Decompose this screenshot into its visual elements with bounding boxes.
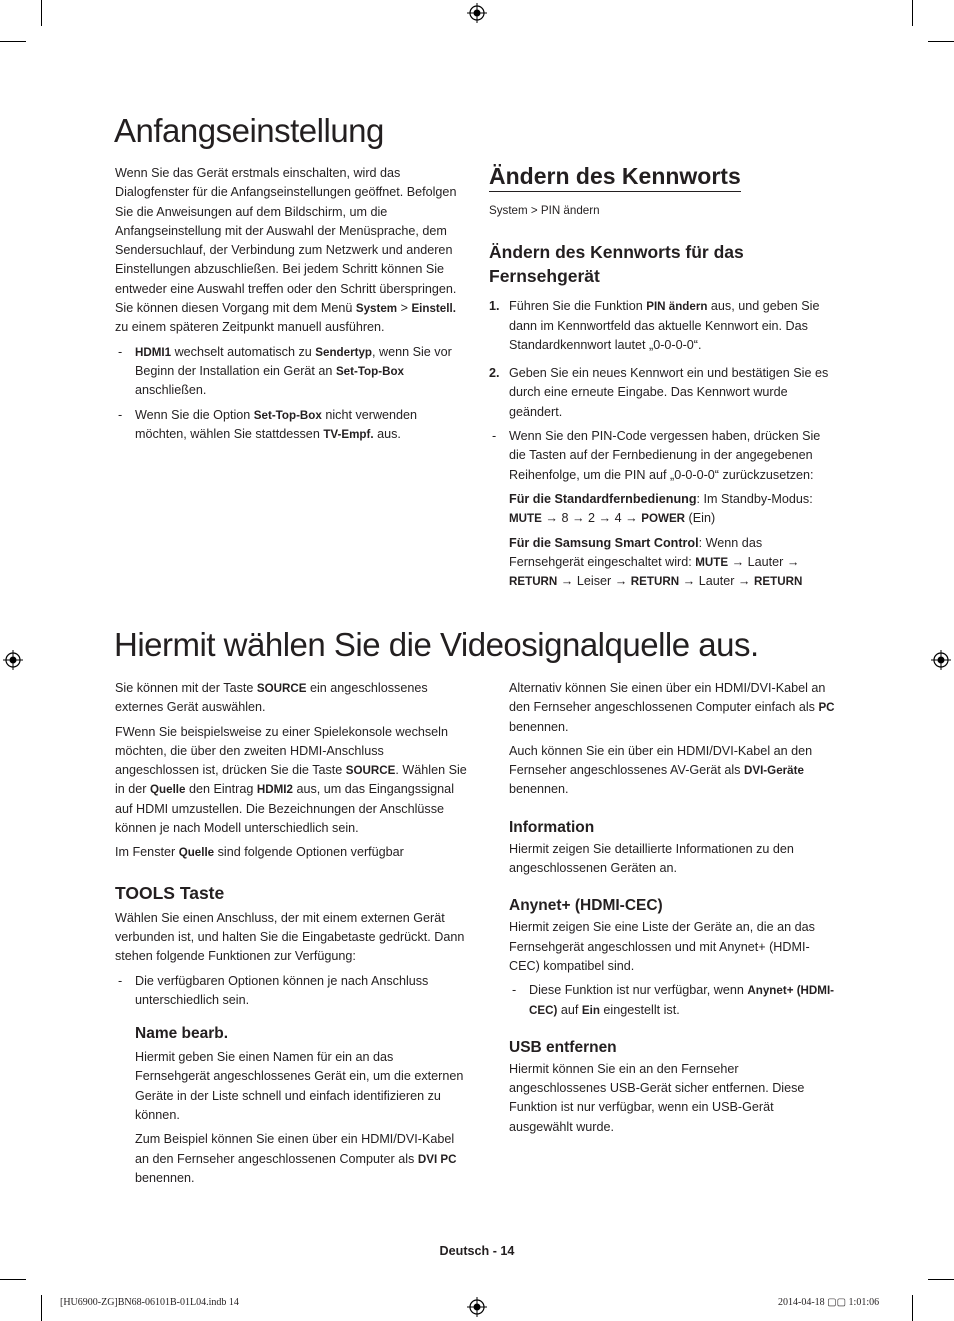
text: benennen.: [509, 719, 569, 734]
text: sind folgende Optionen verfügbar: [214, 845, 404, 860]
text: Wenn Sie das Gerät erstmals einschalten, wird das Dialogfenster für die Anfangseinstellungen geöffnet. Befolgen Sie die Anweisungen auf dem Bildschirm, um die Anfangseinstellung mit der Auswahl der Menüsprache, dem Sendersuchlauf, der Verbindung zum Netzwerk und anderen Einstellungen abzuschließen. Bei jedem Schritt können Sie entweder eine Auswahl treffen oder den Schritt überspringen. Sie können diesen Vorgang mit dem Menü: [115, 166, 457, 316]
menu-term: Quelle: [178, 846, 215, 860]
menu-term: Anynet+ (HDMI-CEC): [529, 984, 835, 1017]
subsection-title-tools: TOOLS Taste: [115, 882, 225, 903]
paragraph: [115, 679, 467, 718]
key-term: SOURCE: [345, 764, 396, 778]
paragraph: [509, 742, 839, 800]
note-item: [115, 406, 467, 445]
name-edit-block: [115, 1024, 467, 1188]
text: aus, und geben Sie dann im Kennwortfeld das aktuelle Kennwort ein. Das Standardkennwort lautet „0-0-0-0“.: [509, 299, 820, 352]
dash-icon: -: [118, 344, 123, 359]
menu-term: HDMI2: [256, 783, 293, 797]
section-title-change-password: Ändern des Kennworts: [489, 163, 741, 192]
note-item: [489, 427, 837, 485]
paragraph: [135, 1130, 467, 1188]
source-right-column: [509, 679, 839, 1137]
text: → 8 → 2 → 4 →: [541, 511, 642, 526]
text: Auch können Sie ein über ein HDMI/DVI-Kabel an den Fernseher angeschlossenes AV-Gerät als: [509, 743, 813, 778]
change-password-section: [489, 163, 837, 591]
menu-term: System: [355, 302, 398, 316]
step-item: [489, 297, 837, 355]
menu-term: PIN ändern: [540, 204, 600, 217]
menu-term: PC: [818, 701, 835, 715]
source-left-column: [115, 679, 467, 1188]
key-term: MUTE: [509, 512, 542, 526]
paragraph: Hiermit können Sie ein an den Fernseher angeschlossenes USB-Gerät sicher entfernen. Diese Funktion ist nur verfügbar, wenn ein USB-Gerät ausgewählt wurde.: [509, 1061, 805, 1134]
text: . Wählen Sie in der: [115, 763, 467, 797]
registration-mark-icon: [467, 3, 487, 23]
option-title: Information: [509, 818, 595, 836]
text: : Wenn das Fernsehgerät eingeschaltet wird:: [509, 535, 763, 569]
note-item: [115, 972, 467, 1011]
menu-term: Set-Top-Box: [335, 364, 404, 378]
page-number: Deutsch - 14: [439, 1244, 515, 1258]
text: → Lauter →: [679, 574, 755, 589]
key-term: SOURCE: [256, 682, 307, 695]
text: >: [527, 204, 541, 217]
option-title: Anynet+ (HDMI-CEC): [509, 897, 663, 915]
paragraph: Wählen Sie einen Anschluss, der mit einem externen Gerät verbunden ist, und halten Sie die Eingabetaste gedrückt. Dann stehen folgende Funktionen zur Verfügung:: [115, 910, 465, 964]
print-slug-left: [HU6900-ZG]BN68-06101B-01L04.indb 14: [60, 1297, 239, 1308]
crop-mark: [0, 1279, 26, 1280]
key-term: RETURN: [630, 575, 680, 589]
key-term: RETURN: [754, 575, 803, 589]
menu-term: Set-Top-Box: [253, 408, 322, 422]
text: Die verfügbaren Optionen können je nach Anschluss unterschiedlich sein.: [135, 973, 429, 1007]
text: Sie können mit der Taste: [115, 681, 257, 695]
text: → Leiser →: [557, 574, 631, 589]
text: den Eintrag: [185, 782, 257, 797]
paragraph: [509, 679, 839, 737]
crop-mark: [912, 0, 913, 26]
crop-mark: [928, 1279, 954, 1280]
text: wechselt automatisch zu: [171, 344, 316, 359]
paragraph: [115, 723, 467, 839]
note-item: [509, 981, 839, 1020]
registration-mark-icon: [931, 650, 951, 670]
key-term: POWER: [641, 512, 686, 526]
text: eingestellt ist.: [599, 1002, 680, 1017]
initial-setup-body: [115, 164, 467, 444]
dash-icon: -: [492, 429, 497, 444]
paragraph: [115, 843, 467, 862]
text: aus.: [373, 426, 401, 441]
crop-mark: [0, 41, 26, 42]
text: Alternativ können Sie einen über ein HDMI/DVI-Kabel an den Fernseher angeschlossenen Computer einfach als: [509, 681, 826, 715]
text: zu einem späteren Zeitpunkt manuell ausführen.: [115, 320, 385, 335]
text: : Im Standby-Modus:: [696, 491, 813, 506]
standard-remote-instruction: [489, 490, 837, 529]
menu-term: Einstell.: [411, 302, 456, 316]
dash-icon: -: [118, 407, 123, 422]
paragraph: Hiermit zeigen Sie eine Liste der Geräte an, die an das Fernsehgerät angeschlossen und mit Anynet+ (HDMI-CEC) kompatibel sind.: [509, 920, 815, 973]
label: Für die Samsung Smart Control: [509, 535, 699, 550]
text: benennen.: [135, 1170, 195, 1185]
text: Zum Beispiel können Sie einen über ein HDMI/DVI-Kabel an den Fernseher angeschlossenen Computer als: [135, 1132, 455, 1166]
text: → Lauter →: [728, 554, 800, 569]
paragraph: Hiermit zeigen Sie detaillierte Informationen zu den angeschlossenen Geräten an.: [509, 841, 794, 876]
menu-term: HDMI1: [135, 345, 172, 359]
text: auf: [557, 1002, 582, 1017]
dash-icon: -: [512, 983, 517, 998]
note-item: [115, 343, 467, 401]
menu-term: DVI-Geräte: [743, 764, 804, 778]
text: FWenn Sie beispielsweise zu einer Spielekonsole wechseln möchten, die über den zweiten HDMI-Anschluss angeschlossen ist, drücken Sie die Taste: [115, 724, 448, 778]
text: ein angeschlossenes externes Gerät auswählen.: [115, 681, 428, 715]
section-title-initial-setup: Anfangseinstellung: [114, 112, 384, 149]
text: Diese Funktion ist nur verfügbar, wenn: [529, 983, 748, 998]
text: nicht verwenden möchten, wählen Sie stattdessen: [135, 407, 418, 441]
menu-term: Ein: [581, 1003, 600, 1017]
text: Wenn Sie den PIN-Code vergessen haben, drücken Sie die Tasten auf der Fernbedienung in der angegebenen Reihenfolge, um die PIN auf „0-0-0-0“ zurückzusetzen:: [509, 429, 821, 482]
paragraph: Hiermit geben Sie einen Namen für ein an das Fernsehgerät angeschlossenes Gerät ein, um die externen Geräte in der Liste schnell und einfach identifizieren zu können.: [135, 1050, 464, 1123]
section-title-source: Hiermit wählen Sie die Videosignalquelle aus.: [114, 626, 759, 663]
menu-term: Quelle: [150, 783, 186, 797]
step-number: 1.: [489, 299, 500, 314]
text: Geben Sie ein neues Kennwort ein und bestätigen Sie es durch eine erneute Eingabe. Das Kennwort wurde geändert.: [509, 366, 829, 419]
text: (Ein): [685, 511, 716, 526]
print-slug-right: 2014-04-18 ▢▢ 1:01:06: [778, 1297, 880, 1308]
text: , wenn Sie vor Beginn der Installation ein Gerät an: [135, 344, 452, 378]
menu-term: DVI PC: [417, 1152, 457, 1166]
crop-mark: [928, 41, 954, 42]
step-item: [489, 364, 837, 422]
menu-term: System: [489, 204, 528, 217]
smart-control-instruction: [489, 534, 837, 592]
text: Im Fenster: [115, 845, 179, 860]
crop-mark: [41, 1295, 42, 1321]
text: >: [397, 301, 412, 316]
menu-term: TV-Empf.: [323, 427, 374, 441]
subsection-title: Ändern des Kennworts für das Fernsehgerät: [489, 242, 744, 287]
menu-path: [489, 201, 837, 220]
label: Für die Standardfernbedienung: [509, 491, 697, 506]
text: anschließen.: [135, 383, 207, 398]
crop-mark: [41, 0, 42, 26]
dash-icon: -: [118, 973, 123, 988]
text: Führen Sie die Funktion: [509, 299, 647, 314]
key-term: MUTE: [695, 555, 729, 569]
text: aus, um das Eingangssignal auf HDMI umzustellen. Die Bezeichnungen der Anschlüsse können je nach Modell unterschiedlich sein.: [115, 782, 454, 836]
step-number: 2.: [489, 366, 500, 381]
key-term: RETURN: [509, 575, 558, 589]
text: benennen.: [509, 782, 569, 797]
crop-mark: [912, 1295, 913, 1321]
text: Wenn Sie die Option: [135, 407, 254, 422]
menu-term: PIN ändern: [646, 300, 708, 314]
option-title: USB entfernen: [509, 1038, 617, 1056]
option-title: Name bearb.: [135, 1025, 229, 1043]
registration-mark-icon: [467, 1297, 487, 1317]
registration-mark-icon: [3, 650, 23, 670]
menu-term: Sendertyp: [315, 345, 372, 359]
initial-setup-intro: [115, 164, 467, 338]
